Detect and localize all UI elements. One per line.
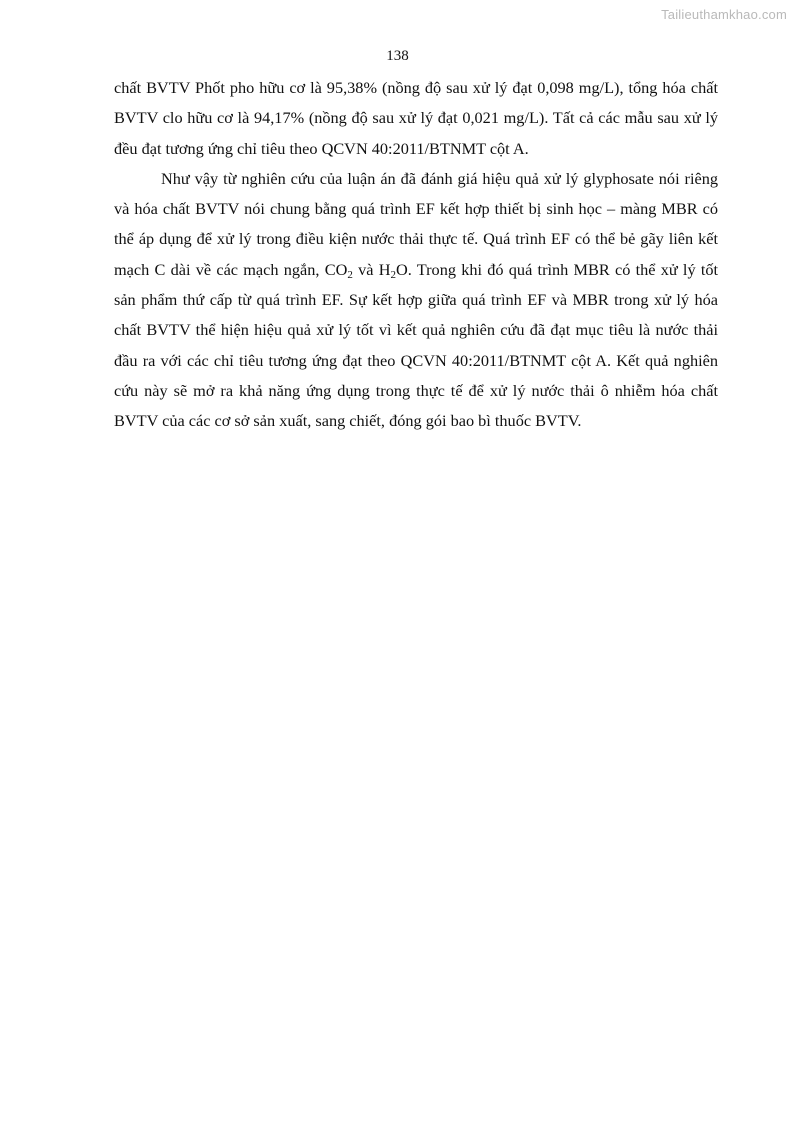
paragraph-2 <box>114 164 718 437</box>
h2o-subscript: 2 <box>390 268 396 281</box>
paragraph-2-part-2: và H <box>352 259 391 279</box>
paragraph-2-part-3: O. Trong khi đó quá trình MBR có thể xử lý tốt sản phẩm thứ cấp từ quá trình EF. Sự kết hợp giữa quá trình EF và MBR trong xử lý hóa chất BVTV thể hiện hiệu quả xử lý tốt vì kết quả nghiên cứu đã đạt mục tiêu là nước thải đầu ra với các chỉ tiêu tương ứng đạt theo QCVN 40:2011/BTNMT cột A. Kết quả nghiên cứu này sẽ mở ra khả năng ứng dụng trong thực tế để xử lý nước thải ô nhiễm hóa chất BVTV của các cơ sở sản xuất, sang chiết, đóng gói bao bì thuốc BVTV. <box>114 259 719 431</box>
co2-subscript: 2 <box>347 268 353 281</box>
document-body <box>114 73 718 437</box>
page-number: 138 <box>386 48 409 64</box>
watermark-text: Tailieuthamkhao.com <box>661 7 787 22</box>
paragraph-2-part-1: Như vậy từ nghiên cứu của luận án đã đánh giá hiệu quả xử lý glyphosate nói riêng và hóa chất BVTV nói chung bằng quá trình EF kết hợp thiết bị sinh học – màng MBR có thể áp dụng để xử lý trong điều kiện nước thải thực tế. Quá trình EF có thể bẻ gãy liên kết mạch C dài về các mạch ngắn, CO <box>114 168 718 279</box>
paragraph-1: chất BVTV Phốt pho hữu cơ là 95,38% (nồng độ sau xử lý đạt 0,098 mg/L), tổng hóa chất BVTV clo hữu cơ là 94,17% (nồng độ sau xử lý đạt 0,021 mg/L). Tất cả các mẫu sau xử lý đều đạt tương ứng chỉ tiêu theo QCVN 40:2011/BTNMT cột A. <box>114 78 718 158</box>
